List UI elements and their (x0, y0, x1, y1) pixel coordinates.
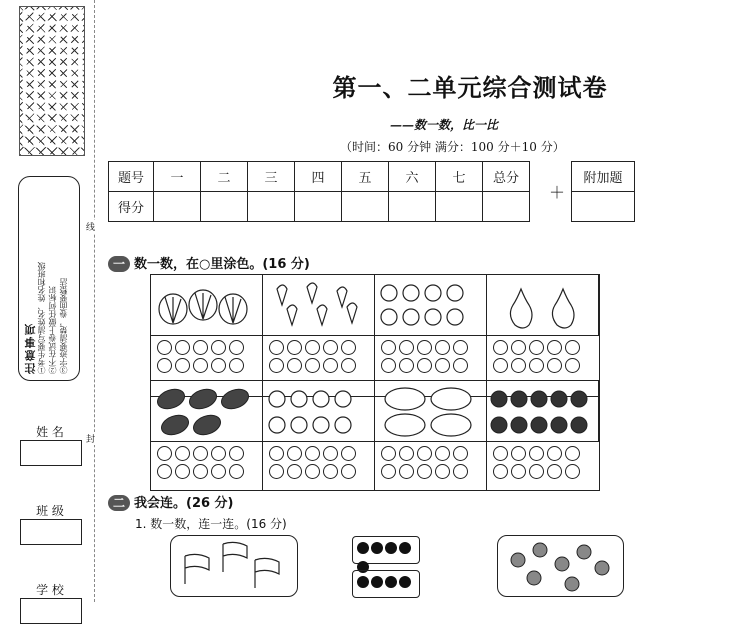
flags-box[interactable] (170, 535, 298, 597)
answer-circle[interactable] (287, 340, 302, 355)
answer-circle[interactable] (287, 464, 302, 479)
answer-circle[interactable] (157, 464, 172, 479)
circle-cell (375, 441, 487, 490)
apple-picture (487, 381, 599, 441)
notes-title: 注意事项 (24, 322, 37, 374)
dot-icon (385, 542, 397, 554)
note-item: ③字迹要清楚，卷面要整洁 (59, 278, 68, 374)
dot-icon (385, 576, 397, 588)
apple-icon (487, 381, 599, 441)
answer-circle[interactable] (381, 340, 396, 355)
dots-box-10[interactable] (352, 536, 420, 564)
score-input-cell[interactable] (436, 192, 483, 222)
answer-circle[interactable] (399, 358, 414, 373)
note-item: ①考生要写清姓名、姓名和班级 (37, 262, 46, 374)
answer-circle[interactable] (305, 446, 320, 461)
answer-circle[interactable] (305, 340, 320, 355)
answer-circle[interactable] (287, 446, 302, 461)
watermelon-picture (375, 381, 487, 441)
answer-circle[interactable] (157, 358, 172, 373)
answer-circle[interactable] (417, 358, 432, 373)
answer-circle[interactable] (211, 358, 226, 373)
binding-seal-label: 封 (86, 432, 95, 445)
answer-circle[interactable] (193, 446, 208, 461)
circle-cell (487, 441, 599, 490)
answer-circle[interactable] (399, 340, 414, 355)
answer-circle[interactable] (381, 464, 396, 479)
score-header-cell: 二 (201, 162, 248, 192)
answer-circle[interactable] (493, 340, 508, 355)
dot-icon (399, 542, 411, 554)
plus-sign: ＋ (549, 183, 566, 202)
answer-circle[interactable] (547, 446, 562, 461)
notes-box (18, 176, 80, 381)
answer-circle[interactable] (323, 446, 338, 461)
answer-circle[interactable] (435, 340, 450, 355)
answer-circle[interactable] (399, 464, 414, 479)
tomato-icon (375, 275, 487, 335)
answer-circle[interactable] (493, 358, 508, 373)
score-input-cell[interactable] (295, 192, 342, 222)
score-header-cell: 五 (342, 162, 389, 192)
mango-picture (151, 381, 263, 441)
picture-grid-2 (150, 380, 600, 491)
dot-icon (371, 576, 383, 588)
answer-circle[interactable] (269, 358, 284, 373)
answer-circle[interactable] (529, 464, 544, 479)
answer-circle[interactable] (453, 358, 468, 373)
answer-circle[interactable] (341, 464, 356, 479)
answer-circle[interactable] (417, 446, 432, 461)
radish-icon (263, 275, 375, 335)
score-input-cell[interactable] (342, 192, 389, 222)
flag-icon (171, 536, 297, 596)
mango-icon (151, 381, 263, 441)
pear-icon (487, 275, 599, 335)
answer-circle[interactable] (547, 340, 562, 355)
answer-circle[interactable] (493, 446, 508, 461)
school-label: 学 校 (36, 583, 64, 597)
score-input-cell[interactable] (248, 192, 295, 222)
answer-circle[interactable] (175, 446, 190, 461)
answer-circle[interactable] (269, 446, 284, 461)
oranges-box[interactable] (497, 535, 624, 597)
score-header-cell: 四 (295, 162, 342, 192)
score-input-cell[interactable] (389, 192, 436, 222)
dot-icon (357, 576, 369, 588)
answer-circle[interactable] (269, 464, 284, 479)
dot-icon (371, 542, 383, 554)
section-number-badge: 二 (108, 495, 130, 511)
tomato-picture (375, 275, 487, 335)
answer-circle[interactable] (175, 358, 190, 373)
answer-circle[interactable] (193, 340, 208, 355)
answer-circle[interactable] (565, 340, 580, 355)
score-input-cell[interactable] (483, 192, 530, 222)
answer-circle[interactable] (323, 464, 338, 479)
answer-circle[interactable] (193, 358, 208, 373)
score-header-cell: 六 (389, 162, 436, 192)
answer-circle[interactable] (287, 358, 302, 373)
score-header-cell: 总分 (483, 162, 530, 192)
answer-circle[interactable] (269, 340, 284, 355)
answer-circle[interactable] (381, 446, 396, 461)
answer-circle[interactable] (529, 358, 544, 373)
peach-picture (263, 381, 375, 441)
score-header-cell: 三 (248, 162, 295, 192)
score-input-cell[interactable] (201, 192, 248, 222)
answer-circle[interactable] (399, 446, 414, 461)
page-subtitle: ——数一数，比一比 (390, 118, 499, 132)
answer-circle[interactable] (565, 464, 580, 479)
answer-circle[interactable] (157, 340, 172, 355)
radish-picture (263, 275, 375, 335)
answer-circle[interactable] (229, 446, 244, 461)
score-header-cell: 题号 (109, 162, 154, 192)
name-label: 姓 名 (36, 425, 64, 439)
bonus-input-cell[interactable] (572, 192, 635, 222)
question-2-1: 1. 数一数，连一连。(16 分) (135, 517, 287, 531)
bonus-label: 附加题 (572, 162, 635, 192)
circle-cell (263, 441, 375, 490)
section-number-badge: 一 (108, 256, 130, 272)
answer-circle[interactable] (229, 464, 244, 479)
answer-circle[interactable] (511, 464, 526, 479)
answer-circle[interactable] (547, 358, 562, 373)
answer-circle[interactable] (493, 464, 508, 479)
cabbage-picture (151, 275, 263, 335)
cabbage-icon (151, 275, 263, 335)
answer-circle[interactable] (175, 464, 190, 479)
section-2-text: 我会连。(26 分) (134, 496, 234, 511)
score-row-label: 得分 (109, 192, 154, 222)
class-field[interactable] (20, 519, 82, 545)
answer-circle[interactable] (435, 464, 450, 479)
name-field[interactable] (20, 440, 82, 466)
section-2-heading (108, 492, 234, 511)
answer-circle[interactable] (157, 446, 172, 461)
answer-circle[interactable] (323, 340, 338, 355)
answer-circle[interactable] (529, 340, 544, 355)
watermelon-icon (375, 381, 487, 441)
answer-circle[interactable] (435, 358, 450, 373)
score-header-row (109, 162, 530, 192)
score-table (108, 161, 530, 222)
section-1-text: 数一数，在○里涂色。(16 分) (134, 257, 310, 272)
binding-line (94, 0, 95, 602)
class-label: 班 级 (36, 504, 64, 518)
answer-circle[interactable] (417, 464, 432, 479)
answer-circle[interactable] (175, 340, 190, 355)
picture-grid-1 (150, 274, 600, 397)
time-info: （时间：60 分钟 满分：100 分＋10 分） (340, 140, 565, 154)
answer-circle[interactable] (381, 358, 396, 373)
note-item: ②不在试卷上做任何标识 (48, 286, 57, 374)
orange-icon (498, 536, 623, 596)
dots-box[interactable] (352, 570, 420, 598)
answer-circle[interactable] (453, 464, 468, 479)
answer-circle[interactable] (211, 340, 226, 355)
answer-circle[interactable] (229, 358, 244, 373)
answer-circle[interactable] (565, 446, 580, 461)
answer-circle[interactable] (453, 446, 468, 461)
answer-circle[interactable] (341, 340, 356, 355)
answer-circle[interactable] (323, 358, 338, 373)
answer-circle[interactable] (229, 340, 244, 355)
answer-circle[interactable] (565, 358, 580, 373)
answer-circle[interactable] (305, 358, 320, 373)
dot-icon (399, 576, 411, 588)
answer-circle[interactable] (211, 446, 226, 461)
dot-icon (357, 542, 369, 554)
answer-circle[interactable] (193, 464, 208, 479)
score-value-row (109, 192, 530, 222)
answer-circle[interactable] (511, 446, 526, 461)
answer-circle[interactable] (305, 464, 320, 479)
page-title: 第一、二单元综合测试卷 (332, 73, 608, 102)
answer-circle[interactable] (511, 358, 526, 373)
peach-icon (263, 381, 375, 441)
answer-circle[interactable] (435, 446, 450, 461)
decorative-pattern (19, 6, 85, 156)
answer-circle[interactable] (511, 340, 526, 355)
circle-cell (151, 441, 263, 490)
binding-line-label: 线 (86, 220, 95, 233)
bonus-table (571, 161, 635, 222)
answer-circle[interactable] (453, 340, 468, 355)
answer-circle[interactable] (547, 464, 562, 479)
answer-circle[interactable] (341, 446, 356, 461)
section-1-heading (108, 253, 310, 272)
score-input-cell[interactable] (154, 192, 201, 222)
score-header-cell: 一 (154, 162, 201, 192)
answer-circle[interactable] (341, 358, 356, 373)
answer-circle[interactable] (529, 446, 544, 461)
answer-circle[interactable] (211, 464, 226, 479)
answer-circle[interactable] (417, 340, 432, 355)
pear-picture (487, 275, 599, 335)
score-header-cell: 七 (436, 162, 483, 192)
